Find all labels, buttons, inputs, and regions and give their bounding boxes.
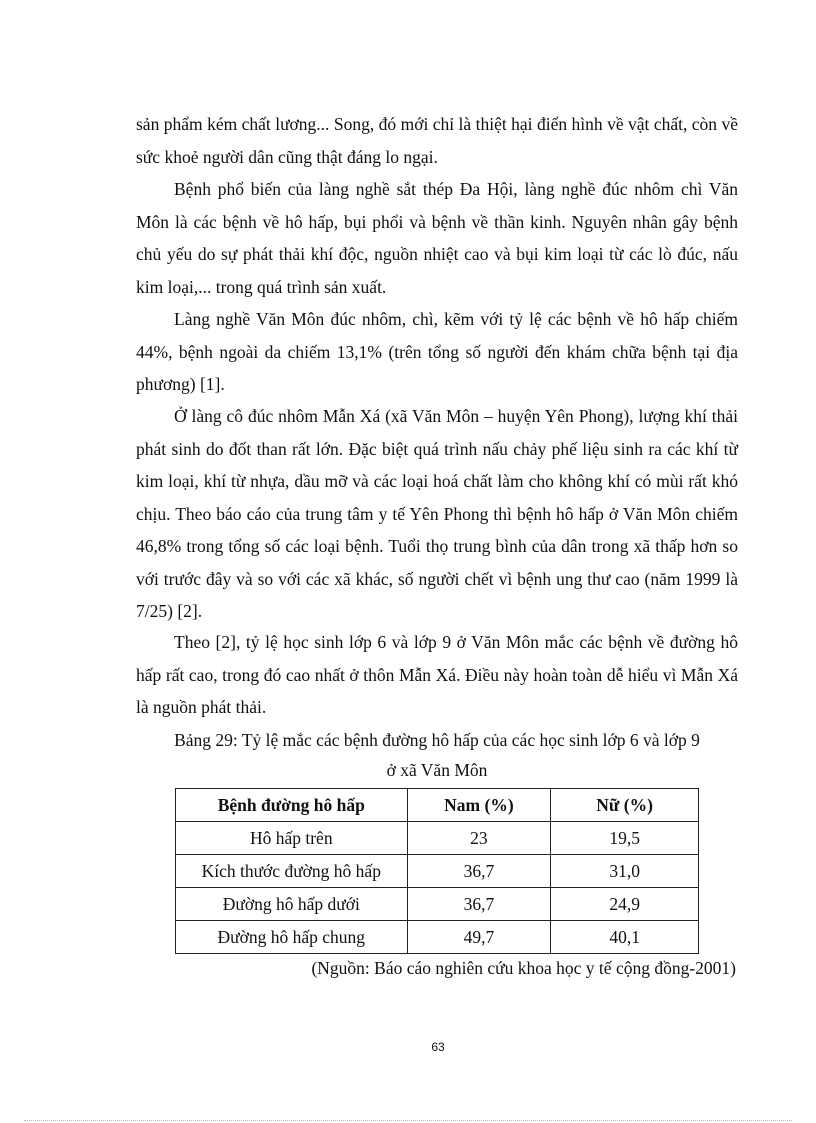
page-bottom-divider [24,1120,792,1121]
respiratory-disease-table [175,788,699,954]
header-disease: Bệnh đường hô hấp [176,789,408,822]
table-row [176,855,699,888]
cell-female: 31,0 [551,855,699,888]
table-row [176,921,699,954]
cell-disease: Kích thước đường hô hấp [176,855,408,888]
cell-male: 36,7 [407,888,551,921]
cell-disease: Đường hô hấp dưới [176,888,408,921]
cell-female: 40,1 [551,921,699,954]
cell-disease: Hô hấp trên [176,822,408,855]
cell-female: 24,9 [551,888,699,921]
table-header-row [176,789,699,822]
cell-male: 36,7 [407,855,551,888]
paragraph-2: Bệnh phổ biến của làng nghề sắt thép Đa Hội, làng nghề đúc nhôm chì Văn Môn là các bệnh về hô hấp, bụi phổi và bệnh về thần kinh. Nguyên nhân gây bệnh chủ yếu do sự phát thải khí độc, nguồn nhiệt cao và bụi kim loại từ các lò đúc, nấu kim loại,... trong quá trình sản xuất. [136,179,738,297]
cell-disease: Đường hô hấp chung [176,921,408,954]
table-row [176,822,699,855]
table-caption-line-1: Bảng 29: Tỷ lệ mắc các bệnh đường hô hấp của các học sinh lớp 6 và lớp 9 [174,730,700,750]
cell-male: 23 [407,822,551,855]
paragraph-5: Theo [2], tỷ lệ học sinh lớp 6 và lớp 9 ở Văn Môn mắc các bệnh về đường hô hấp rất cao, trong đó cao nhất ở thôn Mẫn Xá. Điều này hoàn toàn dễ hiểu vì Mẫn Xá là nguồn phát thải. [136,632,738,717]
table-source-note: (Nguồn: Báo cáo nghiên cứu khoa học y tế cộng đồng-2001) [311,958,736,978]
cell-male: 49,7 [407,921,551,954]
header-male: Nam (%) [407,789,551,822]
paragraph-3: Làng nghề Văn Môn đúc nhôm, chì, kẽm với tỷ lệ các bệnh về hô hấp chiếm 44%, bệnh ngoài da chiếm 13,1% (trên tổng số người đến khám chữa bệnh tại địa phương) [1]. [136,309,738,394]
header-female: Nữ (%) [551,789,699,822]
table-row [176,888,699,921]
table-caption-line-2: ở xã Văn Môn [386,760,488,780]
paragraph-4: Ở làng cô đúc nhôm Mẫn Xá (xã Văn Môn – huyện Yên Phong), lượng khí thải phát sinh do đốt than rất lớn. Đặc biệt quá trình nấu chảy phế liệu sinh ra các khí từ kim loại, khí từ nhựa, dầu mỡ và các loại hoá chất làm cho không khí có mùi rất khó chịu. Theo báo cáo của trung tâm y tế Yên Phong thì bệnh hô hấp ở Văn Môn chiếm 46,8% trong tổng số các loại bệnh. Tuổi thọ trung bình của dân trong xã thấp hơn so với trước đây và so với các xã khác, số người chết vì bệnh ung thư cao (năm 1999 là 7/25) [2]. [136,406,738,621]
page-number: 63 [431,1040,445,1054]
paragraph-1: sản phẩm kém chất lương... Song, đó mới chỉ là thiệt hại điển hình về vật chất, còn về sức khoẻ người dân cũng thật đáng lo ngại. [136,114,738,167]
cell-female: 19,5 [551,822,699,855]
